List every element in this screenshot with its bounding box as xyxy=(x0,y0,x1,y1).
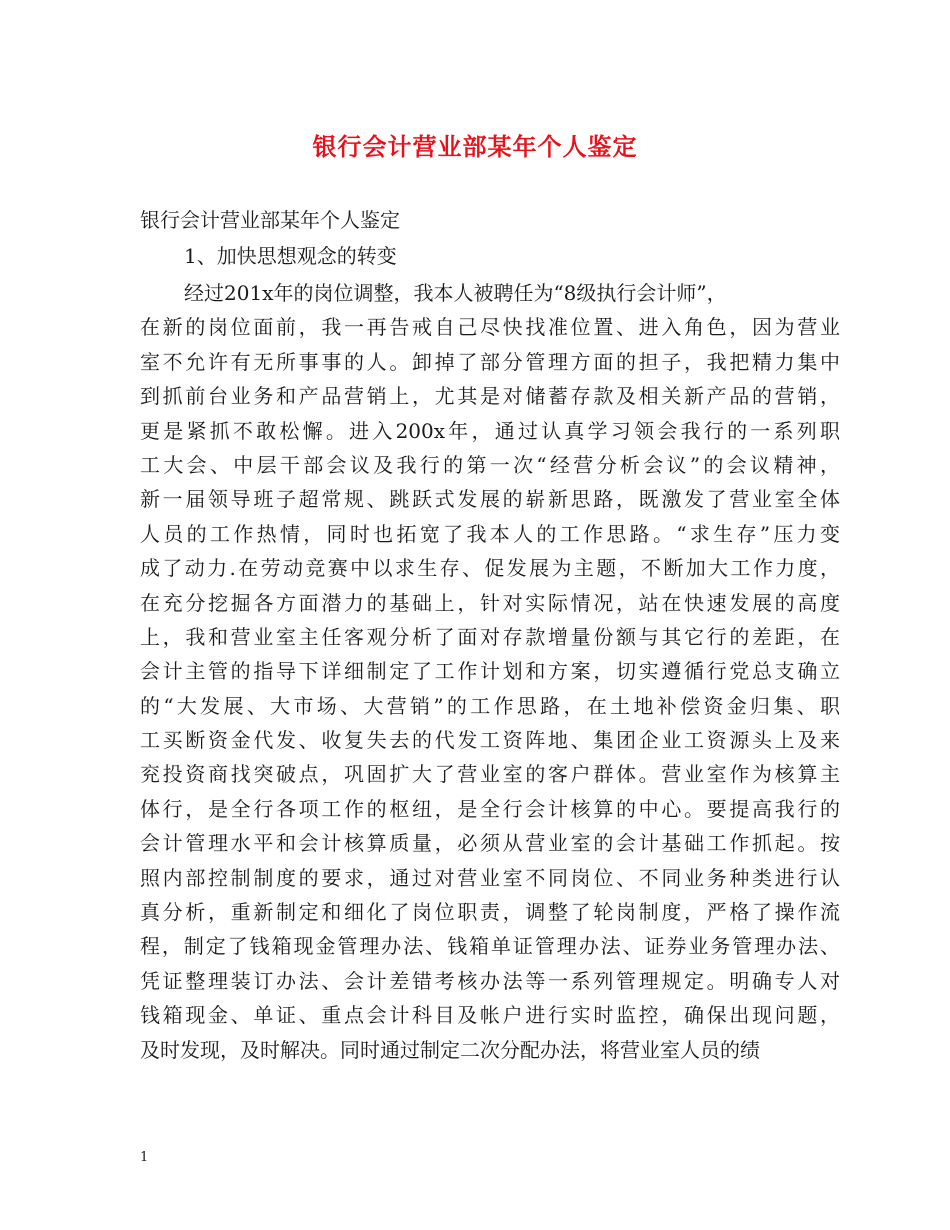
body-line: 室不允许有无所事事的人。卸掉了部分管理方面的担子，我把精力集中 xyxy=(140,349,840,374)
body-line: 及时发现，及时解决。同时通过制定二次分配办法，将营业室人员的绩 xyxy=(140,1037,760,1062)
body-line: 程，制定了钱箱现金管理办法、钱箱单证管理办法、证券业务管理办法、 xyxy=(140,934,840,959)
body-line: 在新的岗位面前，我一再告戒自己尽快找准位置、进入角色，因为营业 xyxy=(140,315,840,340)
page-number: 1 xyxy=(140,1150,149,1165)
body-line: 人员的工作热情，同时也拓宽了我本人的工作思路。“求生存”压力变 xyxy=(140,521,840,546)
body-line: 上，我和营业室主任客观分析了面对存款增量份额与其它行的差距，在 xyxy=(140,624,840,649)
body-line: 体行，是全行各项工作的枢纽，是全行会计核算的中心。要提高我行的 xyxy=(140,796,840,821)
body-line: 会计主管的指导下详细制定了工作计划和方案，切实遵循行党总支确立 xyxy=(140,659,840,684)
body-line: 更是紧抓不敢松懈。进入200x年，通过认真学习领会我行的一系列职 xyxy=(140,418,840,443)
body-text xyxy=(140,276,840,1067)
body-line: 会计管理水平和会计核算质量，必须从营业室的会计基础工作抓起。按 xyxy=(140,831,840,856)
body-line: 的“大发展、大市场、大营销”的工作思路，在土地补偿资金归集、职 xyxy=(140,693,840,718)
body-line: 照内部控制制度的要求，通过对营业室不同岗位、不同业务种类进行认 xyxy=(140,865,840,890)
body-line: 真分析，重新制定和细化了岗位职责，调整了轮岗制度，严格了操作流 xyxy=(140,900,840,925)
document-subtitle: 银行会计营业部某年个人鉴定 xyxy=(140,208,400,232)
body-line: 到抓前台业务和产品营销上，尤其是对储蓄存款及相关新产品的营销， xyxy=(140,384,840,409)
body-line: 凭证整理装订办法、会计差错考核办法等一系列管理规定。明确专人对 xyxy=(140,968,840,993)
section-heading: 1、加快思想观念的转变 xyxy=(184,244,397,268)
body-line: 在充分挖掘各方面潜力的基础上，针对实际情况，站在快速发展的高度 xyxy=(140,590,840,615)
body-line: 成了动力.在劳动竞赛中以求生存、促发展为主题，不断加大工作力度， xyxy=(140,556,840,581)
body-line: 经过201x年的岗位调整，我本人被聘任为“8级执行会计师”， xyxy=(184,281,727,305)
body-line: 新一届领导班子超常规、跳跃式发展的崭新思路，既激发了营业室全体 xyxy=(140,487,840,512)
document-title: 银行会计营业部某年个人鉴定 xyxy=(312,132,638,161)
body-line: 钱箱现金、单证、重点会计科目及帐户进行实时监控，确保出现问题， xyxy=(140,1003,840,1028)
body-line: 工买断资金代发、收复失去的代发工资阵地、集团企业工资源头上及来 xyxy=(140,728,840,753)
body-line: 兖投资商找突破点，巩固扩大了营业室的客户群体。营业室作为核算主 xyxy=(140,762,840,787)
body-line: 工大会、中层干部会议及我行的第一次“经营分析会议”的会议精神， xyxy=(140,452,840,477)
